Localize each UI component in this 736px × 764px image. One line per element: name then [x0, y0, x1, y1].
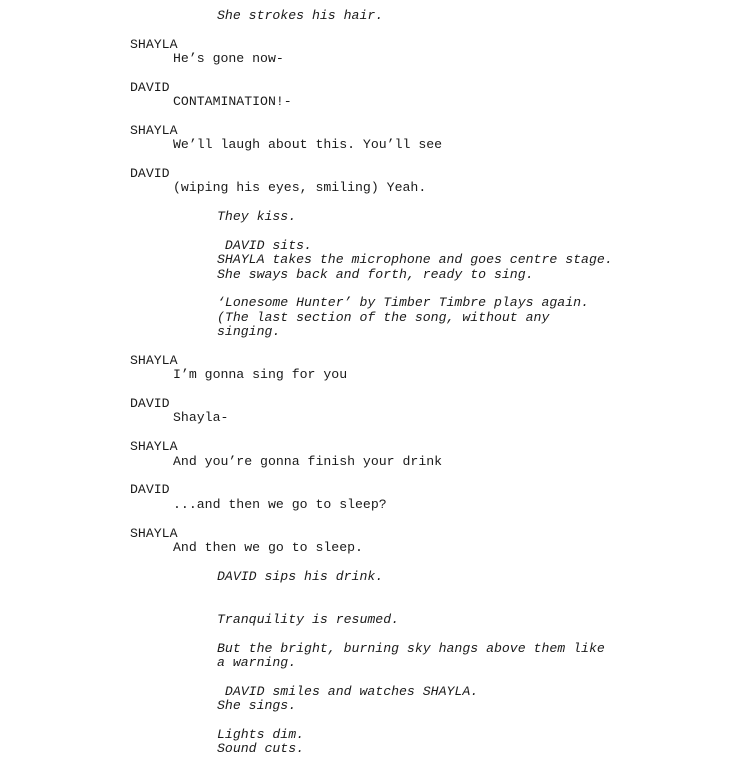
character-name: SHAYLA	[130, 353, 178, 368]
stage-direction: DAVID sips his drink.	[217, 569, 384, 584]
dialogue-line: ...and then we go to sleep?	[173, 497, 387, 512]
stage-direction: Tranquility is resumed.	[217, 612, 400, 627]
stage-direction: SHAYLA takes the microphone and goes centre stage.	[217, 252, 613, 267]
character-name: DAVID	[130, 80, 170, 95]
stage-direction: DAVID sits.	[217, 238, 312, 253]
character-name: DAVID	[130, 396, 170, 411]
dialogue-line: CONTAMINATION!-	[173, 94, 292, 109]
stage-direction: Lights dim.	[217, 727, 305, 742]
stage-direction: singing.	[217, 324, 281, 339]
dialogue-line: I’m gonna sing for you	[173, 367, 348, 382]
stage-direction: ‘Lonesome Hunter’ by Timber Timbre plays again.	[217, 295, 589, 310]
dialogue-line: We’ll laugh about this. You’ll see	[173, 137, 443, 152]
stage-direction: DAVID smiles and watches SHAYLA.	[217, 684, 479, 699]
stage-direction: She strokes his hair.	[217, 8, 384, 23]
stage-direction: But the bright, burning sky hangs above them like	[217, 641, 605, 656]
stage-direction: They kiss.	[217, 209, 297, 224]
dialogue-line: (wiping his eyes, smiling) Yeah.	[173, 180, 427, 195]
character-name: SHAYLA	[130, 526, 178, 541]
character-name: SHAYLA	[130, 37, 178, 52]
dialogue-line: And you’re gonna finish your drink	[173, 454, 443, 469]
dialogue-line: He’s gone now-	[173, 51, 284, 66]
character-name: SHAYLA	[130, 123, 178, 138]
stage-direction: (The last section of the song, without any	[217, 310, 550, 325]
character-name: DAVID	[130, 166, 170, 181]
character-name: SHAYLA	[130, 439, 178, 454]
dialogue-line: And then we go to sleep.	[173, 540, 363, 555]
stage-direction: Sound cuts.	[217, 741, 305, 756]
character-name: DAVID	[130, 482, 170, 497]
stage-direction: She sings.	[217, 698, 297, 713]
dialogue-line: Shayla-	[173, 410, 229, 425]
stage-direction: She sways back and forth, ready to sing.	[217, 267, 534, 282]
stage-direction: a warning.	[217, 655, 297, 670]
